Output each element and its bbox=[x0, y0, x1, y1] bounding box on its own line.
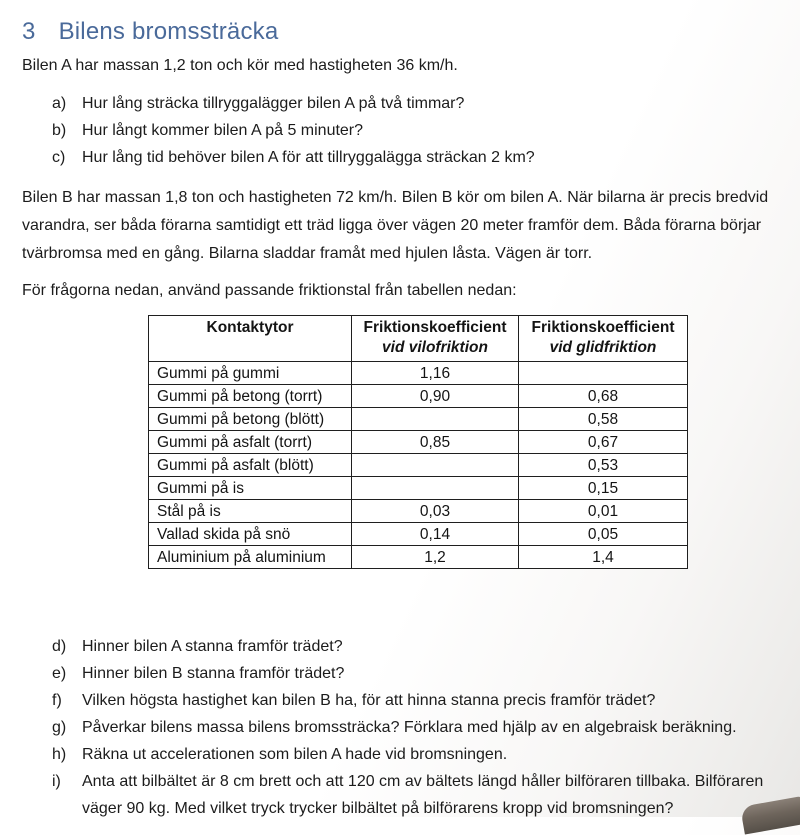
kinetic-friction-cell: 0,67 bbox=[519, 431, 688, 454]
friction-table-header bbox=[149, 316, 688, 362]
list-item bbox=[52, 660, 778, 687]
question-list-top bbox=[52, 90, 778, 171]
surface-cell: Gummi på betong (blött) bbox=[149, 408, 352, 431]
static-friction-cell: 0,85 bbox=[352, 431, 519, 454]
surface-cell: Gummi på betong (torrt) bbox=[149, 385, 352, 408]
item-label: g) bbox=[52, 719, 67, 736]
item-text: Räkna ut accelerationen som bilen A hade vid bromsningen. bbox=[82, 746, 508, 763]
item-label: e) bbox=[52, 665, 67, 682]
item-label: i) bbox=[52, 773, 61, 790]
column-header-static-friction: Friktionskoefficient vid vilofriktion bbox=[352, 316, 519, 362]
list-item bbox=[52, 687, 778, 714]
item-text: Anta att bilbältet är 8 cm brett och att 120 cm av bältets längd håller bilföraren tillbaka. Bilföraren väger 90 kg. Med vilket tryck trycker bilbältet på bilförarens kropp vid bromsningen? bbox=[82, 773, 764, 817]
car-b-paragraph: Bilen B har massan 1,8 ton och hastigheten 72 km/h. Bilen B kör om bilen A. När bilarna är precis bredvid varandra, ser båda förarna samtidigt ett träd ligga över vägen 20 meter framför dem. Båda förarna börjar tvärbromsa med en gång. Bilarna sladdar framåt med hjulen låsta. Vägen är torr. bbox=[22, 189, 769, 262]
static-friction-cell: 1,16 bbox=[352, 362, 519, 385]
intro-paragraph: Bilen A har massan 1,2 ton och kör med hastigheten 36 km/h. bbox=[22, 57, 458, 74]
item-label: h) bbox=[52, 746, 67, 763]
list-item bbox=[52, 90, 778, 117]
item-label: f) bbox=[52, 692, 62, 709]
static-friction-cell: 1,2 bbox=[352, 546, 519, 569]
item-text: Vilken högsta hastighet kan bilen B ha, för att hinna stanna precis framför trädet? bbox=[82, 692, 656, 709]
table-row bbox=[149, 546, 688, 569]
list-item bbox=[52, 633, 778, 660]
list-item bbox=[52, 741, 778, 768]
table-row bbox=[149, 385, 688, 408]
kinetic-friction-cell: 0,58 bbox=[519, 408, 688, 431]
table-row bbox=[149, 500, 688, 523]
table-row bbox=[149, 362, 688, 385]
surface-cell: Gummi på is bbox=[149, 477, 352, 500]
item-label: b) bbox=[52, 122, 67, 139]
table-row bbox=[149, 431, 688, 454]
surface-cell: Gummi på asfalt (blött) bbox=[149, 454, 352, 477]
kinetic-friction-cell bbox=[519, 362, 688, 385]
section-title: Bilens bromssträcka bbox=[58, 18, 279, 45]
kinetic-friction-cell: 0,15 bbox=[519, 477, 688, 500]
column-header-surfaces: Kontaktytor bbox=[149, 316, 352, 362]
table-row bbox=[149, 454, 688, 477]
static-friction-cell bbox=[352, 454, 519, 477]
surface-cell: Gummi på gummi bbox=[149, 362, 352, 385]
surface-cell: Stål på is bbox=[149, 500, 352, 523]
table-row bbox=[149, 408, 688, 431]
item-text: Hur lång tid behöver bilen A för att tillryggalägga sträckan 2 km? bbox=[82, 149, 535, 166]
list-item bbox=[52, 144, 778, 171]
list-item bbox=[52, 768, 778, 822]
section-heading bbox=[22, 18, 778, 46]
table-row bbox=[149, 523, 688, 546]
list-item bbox=[52, 714, 778, 741]
surface-cell: Aluminium på aluminium bbox=[149, 546, 352, 569]
item-text: Påverkar bilens massa bilens bromssträcka? Förklara med hjälp av en algebraisk beräkning. bbox=[82, 719, 737, 736]
kinetic-friction-cell: 0,01 bbox=[519, 500, 688, 523]
item-text: Hinner bilen A stanna framför trädet? bbox=[82, 638, 343, 655]
kinetic-friction-cell: 1,4 bbox=[519, 546, 688, 569]
section-number: 3 bbox=[22, 18, 36, 45]
friction-table bbox=[148, 315, 688, 569]
column-header-kinetic-friction: Friktionskoefficient vid glidfriktion bbox=[519, 316, 688, 362]
item-text: Hur långt kommer bilen A på 5 minuter? bbox=[82, 122, 364, 139]
kinetic-friction-cell: 0,53 bbox=[519, 454, 688, 477]
table-row bbox=[149, 477, 688, 500]
static-friction-cell: 0,03 bbox=[352, 500, 519, 523]
item-label: d) bbox=[52, 638, 67, 655]
static-friction-cell: 0,90 bbox=[352, 385, 519, 408]
kinetic-friction-cell: 0,05 bbox=[519, 523, 688, 546]
surface-cell: Gummi på asfalt (torrt) bbox=[149, 431, 352, 454]
list-item bbox=[52, 117, 778, 144]
item-text: Hinner bilen B stanna framför trädet? bbox=[82, 665, 345, 682]
static-friction-cell: 0,14 bbox=[352, 523, 519, 546]
static-friction-cell bbox=[352, 408, 519, 431]
item-label: c) bbox=[52, 149, 66, 166]
table-intro-text: För frågorna nedan, använd passande friktionstal från tabellen nedan: bbox=[22, 282, 517, 299]
kinetic-friction-cell: 0,68 bbox=[519, 385, 688, 408]
question-list-bottom bbox=[52, 633, 778, 822]
item-label: a) bbox=[52, 95, 67, 112]
static-friction-cell bbox=[352, 477, 519, 500]
item-text: Hur lång sträcka tillryggalägger bilen A på två timmar? bbox=[82, 95, 465, 112]
surface-cell: Vallad skida på snö bbox=[149, 523, 352, 546]
